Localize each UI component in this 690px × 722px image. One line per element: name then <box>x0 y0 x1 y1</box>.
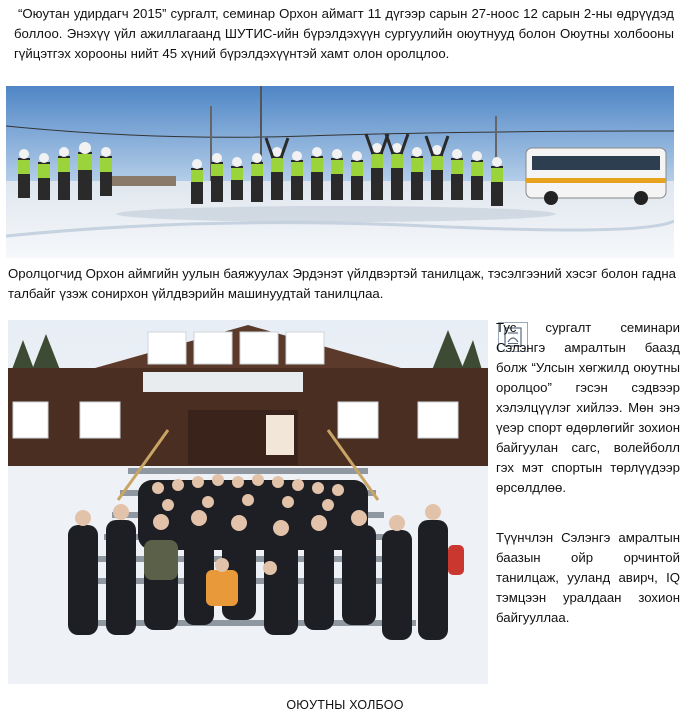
mine-visit-photo-image <box>6 86 674 258</box>
mine-visit-caption: Оролцогчид Орхон аймгийн уулын баяжуулах Эрдэнэт үйлдвэртэй танилцаж, тэсэлгээний хэсэг болон гадна талбайг үзэж сонирхон үйлдвэрийн машинуудтай танилцлаа. <box>8 266 676 301</box>
group-photo-image <box>8 320 488 684</box>
mine-visit-photo <box>6 86 674 258</box>
group-photo <box>8 320 488 684</box>
intro-paragraph: “Оюутан удирдагч 2015” сургалт, семинар Орхон аймагт 11 дүгээр сарын 27-ноос 12 сарын 2-ны өдрүүдэд боллоо. Энэхүү үйл ажиллагаанд ШУТИС-ийн бүрэлдэхүүн сургуулийн оюутнууд болон Оюутны холбооны гүйцэтгэх хорооны нийт 45 хүний бүрэлдэхүүнтэй хамт олон оролцлоо. <box>14 6 674 61</box>
seminar-paragraph: Тус сургалт семинари Сэлэнгэ амралтын баазд болж “Улсын хөгжилд оюутны оролцоо” гэсэн сэдвээр хэлэлцүүлэг хийлээ. Мөн энэ үеэр спорт өдөрлөгийг зохион байгуулан сагс, волейболл гэх мэт спортын төрлүүдээр өрсөлдлөө. <box>496 320 680 495</box>
activities-paragraph: Түүнчлэн Сэлэнгэ амралтын баазын ойр орчинтой танилцаж, ууланд авирч, IQ тэмцээн уралдаан зохион байгууллаа. <box>496 530 680 625</box>
footer-signature: ОЮУТНЫ ХОЛБОО <box>286 698 404 712</box>
